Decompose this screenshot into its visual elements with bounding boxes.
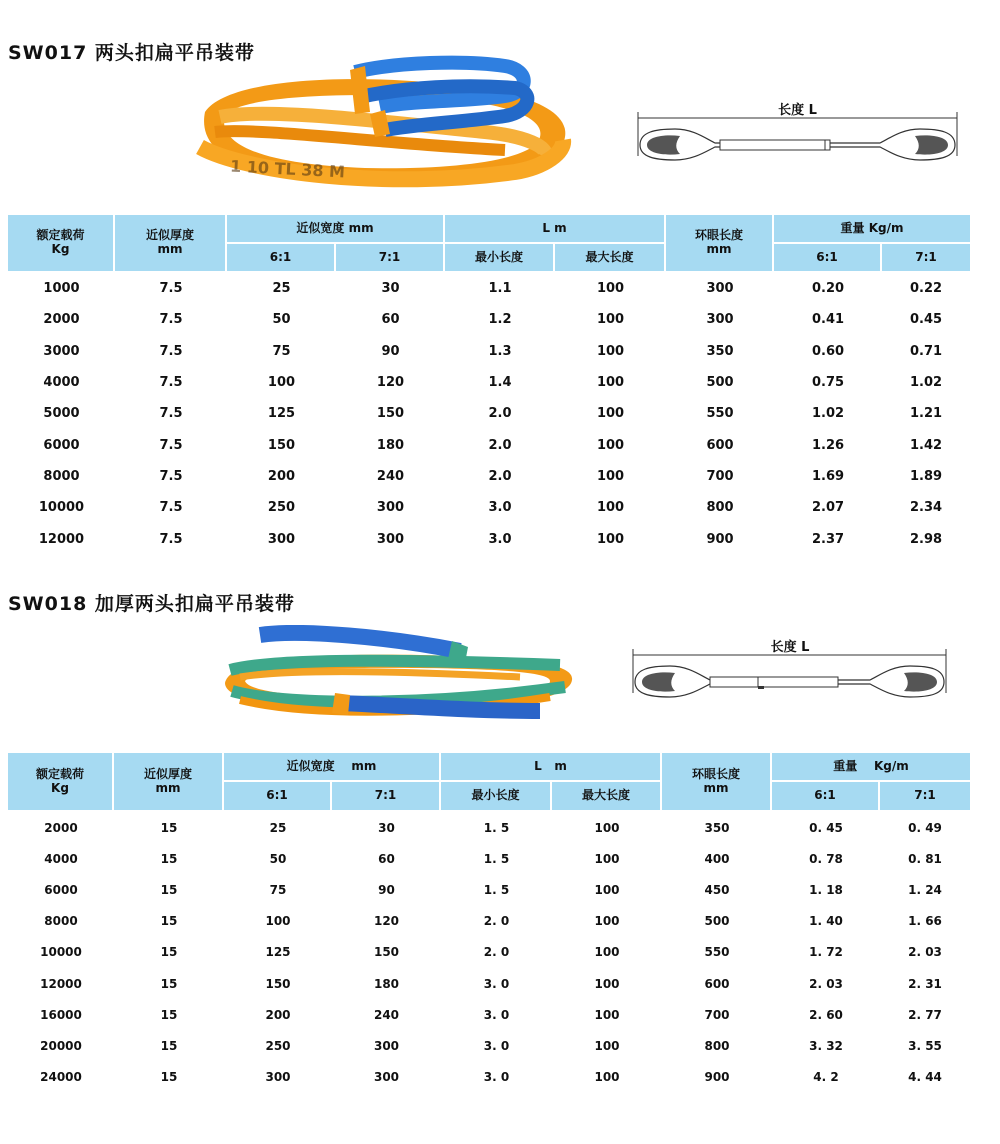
cell-width-6-1: 200 xyxy=(265,1007,291,1022)
cell-max-length: 100 xyxy=(594,1070,620,1085)
cell-loop-length: 900 xyxy=(704,1070,730,1085)
header-ratio-7-1: 7:1 xyxy=(336,244,445,273)
cell-width-7-1: 300 xyxy=(376,531,405,547)
cell-min-length: 1.3 xyxy=(488,343,512,359)
cell-load: 8000 xyxy=(43,468,80,484)
cell-width-6-1: 50 xyxy=(269,851,287,866)
cell-weight-6-1: 1. 18 xyxy=(809,882,843,897)
cell-weight-6-1: 1.69 xyxy=(811,468,845,484)
table-row xyxy=(8,429,970,460)
product-section-sw018 xyxy=(0,575,1000,1144)
cell-min-length: 1. 5 xyxy=(483,820,510,835)
header-min-length: 最小长度 xyxy=(445,244,555,273)
cell-width-7-1: 150 xyxy=(376,406,405,422)
table-row xyxy=(8,999,970,1030)
cell-max-length: 100 xyxy=(596,531,625,547)
cell-min-length: 3. 0 xyxy=(483,1038,510,1053)
cell-thickness: 7.5 xyxy=(159,312,183,328)
cell-width-6-1: 250 xyxy=(267,500,296,516)
cell-weight-6-1: 0. 45 xyxy=(809,820,843,835)
table-row xyxy=(8,1030,970,1061)
cell-load: 2000 xyxy=(44,820,78,835)
cell-thickness: 15 xyxy=(160,976,178,991)
cell-weight-7-1: 2. 03 xyxy=(908,945,942,960)
cell-width-6-1: 100 xyxy=(265,914,291,929)
cell-min-length: 2. 0 xyxy=(483,945,510,960)
cell-weight-6-1: 0.60 xyxy=(811,343,845,359)
cell-weight-7-1: 1.42 xyxy=(909,437,943,453)
cell-min-length: 2. 0 xyxy=(483,914,510,929)
cell-max-length: 100 xyxy=(594,914,620,929)
header-length: L m xyxy=(445,215,666,244)
cell-width-6-1: 50 xyxy=(272,312,291,328)
cell-weight-6-1: 0.20 xyxy=(811,281,845,297)
cell-load: 5000 xyxy=(43,406,80,422)
sling-print: 1 10 TL 38 M xyxy=(229,156,346,182)
cell-weight-7-1: 0.71 xyxy=(909,343,943,359)
cell-weight-6-1: 1. 40 xyxy=(809,914,843,929)
cell-width-7-1: 180 xyxy=(373,976,400,991)
cell-weight-7-1: 1.21 xyxy=(909,406,943,422)
cell-thickness: 15 xyxy=(160,945,178,960)
cell-weight-7-1: 1. 24 xyxy=(908,882,942,897)
cell-width-6-1: 125 xyxy=(267,406,296,422)
cell-load: 6000 xyxy=(43,437,80,453)
cell-max-length: 100 xyxy=(596,468,625,484)
cell-loop-length: 500 xyxy=(706,375,734,391)
cell-thickness: 7.5 xyxy=(159,500,183,516)
header-weight-6-1: 6:1 xyxy=(772,782,880,812)
cell-thickness: 15 xyxy=(160,914,178,929)
cell-thickness: 15 xyxy=(160,1038,178,1053)
cell-loop-length: 400 xyxy=(704,851,730,866)
table-row xyxy=(8,906,970,937)
table-row xyxy=(8,492,970,523)
header-ratio-7-1: 7:1 xyxy=(332,782,441,812)
cell-load: 6000 xyxy=(44,882,78,897)
cell-max-length: 100 xyxy=(596,375,625,391)
header-width: 近似宽度 mm xyxy=(227,215,445,244)
cell-weight-7-1: 4. 44 xyxy=(908,1070,942,1085)
cell-width-6-1: 100 xyxy=(267,375,296,391)
cell-max-length: 100 xyxy=(596,281,625,297)
cell-width-7-1: 300 xyxy=(373,1070,400,1085)
sling-photo xyxy=(185,52,575,192)
cell-max-length: 100 xyxy=(594,851,620,866)
cell-min-length: 3.0 xyxy=(488,500,512,516)
cell-loop-length: 700 xyxy=(704,1007,730,1022)
cell-width-6-1: 150 xyxy=(265,976,291,991)
cell-weight-6-1: 0.75 xyxy=(811,375,845,391)
cell-weight-6-1: 4. 2 xyxy=(813,1070,839,1085)
header-weight-7-1: 7:1 xyxy=(880,782,970,812)
cell-width-7-1: 60 xyxy=(378,851,395,866)
diagram-length-label: 长度 L xyxy=(778,103,817,118)
header-max-length: 最大长度 xyxy=(552,782,662,812)
cell-loop-length: 600 xyxy=(706,437,734,453)
table-row xyxy=(8,874,970,905)
cell-weight-6-1: 0.41 xyxy=(811,312,845,328)
cell-weight-7-1: 1. 66 xyxy=(908,914,942,929)
table-row xyxy=(8,273,970,304)
cell-min-length: 3. 0 xyxy=(483,1070,510,1085)
cell-max-length: 100 xyxy=(594,820,620,835)
cell-load: 12000 xyxy=(40,976,82,991)
table-row xyxy=(8,461,970,492)
cell-width-7-1: 300 xyxy=(376,500,405,516)
cell-width-7-1: 150 xyxy=(373,945,400,960)
table-row xyxy=(8,843,970,874)
cell-min-length: 2.0 xyxy=(488,437,512,453)
cell-weight-7-1: 1.89 xyxy=(909,468,943,484)
cell-min-length: 3. 0 xyxy=(483,976,510,991)
sling-outline-diagram xyxy=(635,96,960,166)
header-weight-6-1: 6:1 xyxy=(774,244,882,273)
cell-weight-7-1: 0.22 xyxy=(909,281,943,297)
table-row xyxy=(8,398,970,429)
cell-loop-length: 800 xyxy=(706,500,734,516)
cell-width-7-1: 30 xyxy=(381,281,400,297)
cell-width-6-1: 75 xyxy=(272,343,291,359)
cell-width-7-1: 240 xyxy=(376,468,405,484)
table-row xyxy=(8,336,970,367)
cell-max-length: 100 xyxy=(594,882,620,897)
cell-min-length: 3. 0 xyxy=(483,1007,510,1022)
cell-thickness: 15 xyxy=(160,1007,178,1022)
cell-loop-length: 450 xyxy=(704,882,730,897)
spec-table-sw017 xyxy=(8,215,970,555)
sling-outline-diagram xyxy=(630,633,950,703)
cell-loop-length: 800 xyxy=(704,1038,730,1053)
cell-width-7-1: 120 xyxy=(373,914,400,929)
cell-max-length: 100 xyxy=(596,437,625,453)
header-thickness: 近似厚度 mm xyxy=(115,215,227,273)
cell-min-length: 1. 5 xyxy=(483,851,510,866)
cell-loop-length: 600 xyxy=(704,976,730,991)
cell-width-6-1: 75 xyxy=(269,882,287,897)
header-thickness: 近似厚度 mm xyxy=(114,753,224,812)
cell-width-7-1: 300 xyxy=(373,1038,400,1053)
cell-min-length: 2.0 xyxy=(488,468,512,484)
cell-min-length: 1.1 xyxy=(488,281,512,297)
cell-weight-7-1: 0.45 xyxy=(909,312,943,328)
table-row xyxy=(8,968,970,999)
cell-min-length: 1.2 xyxy=(488,312,512,328)
header-weight: 重量 Kg/m xyxy=(772,753,970,782)
cell-load: 4000 xyxy=(44,851,78,866)
cell-width-7-1: 180 xyxy=(376,437,405,453)
cell-width-7-1: 30 xyxy=(378,820,395,835)
cell-weight-7-1: 1.02 xyxy=(909,375,943,391)
cell-thickness: 7.5 xyxy=(159,375,183,391)
cell-load: 4000 xyxy=(43,375,80,391)
cell-loop-length: 550 xyxy=(706,406,734,422)
cell-loop-length: 900 xyxy=(706,531,734,547)
cell-thickness: 15 xyxy=(160,851,178,866)
cell-width-7-1: 240 xyxy=(373,1007,400,1022)
header-load: 额定载荷 Kg xyxy=(8,215,115,273)
cell-thickness: 7.5 xyxy=(159,468,183,484)
length-diagram xyxy=(630,633,950,703)
cell-width-6-1: 150 xyxy=(267,437,296,453)
cell-weight-6-1: 2. 03 xyxy=(809,976,843,991)
cell-max-length: 100 xyxy=(596,343,625,359)
cell-width-6-1: 25 xyxy=(272,281,291,297)
cell-thickness: 7.5 xyxy=(159,406,183,422)
header-ratio-6-1: 6:1 xyxy=(227,244,336,273)
cell-width-6-1: 300 xyxy=(267,531,296,547)
header-loop: 环眼长度 mm xyxy=(662,753,772,812)
cell-loop-length: 300 xyxy=(706,312,734,328)
cell-load: 1000 xyxy=(43,281,80,297)
table-row xyxy=(8,523,970,554)
spec-table-sw018 xyxy=(8,753,970,1093)
header-max-length: 最大长度 xyxy=(555,244,666,273)
cell-width-6-1: 25 xyxy=(269,820,287,835)
cell-thickness: 7.5 xyxy=(159,531,183,547)
cell-load: 16000 xyxy=(40,1007,82,1022)
cell-loop-length: 350 xyxy=(706,343,734,359)
header-length: L m xyxy=(441,753,662,782)
cell-weight-6-1: 2.37 xyxy=(811,531,845,547)
cell-loop-length: 350 xyxy=(704,820,730,835)
cell-thickness: 15 xyxy=(160,882,178,897)
header-weight: 重量 Kg/m xyxy=(774,215,970,244)
table-body xyxy=(8,273,970,555)
cell-width-6-1: 250 xyxy=(265,1038,291,1053)
header-weight-7-1: 7:1 xyxy=(882,244,970,273)
cell-weight-7-1: 3. 55 xyxy=(908,1038,942,1053)
cell-min-length: 3.0 xyxy=(488,531,512,547)
cell-thickness: 7.5 xyxy=(159,281,183,297)
cell-weight-7-1: 2. 31 xyxy=(908,976,942,991)
cell-loop-length: 500 xyxy=(704,914,730,929)
cell-load: 10000 xyxy=(38,500,85,516)
header-loop: 环眼长度 mm xyxy=(666,215,774,273)
cell-width-7-1: 90 xyxy=(381,343,400,359)
cell-load: 20000 xyxy=(40,1038,82,1053)
cell-weight-7-1: 0. 49 xyxy=(908,820,942,835)
cell-loop-length: 300 xyxy=(706,281,734,297)
cell-width-6-1: 200 xyxy=(267,468,296,484)
cell-min-length: 1. 5 xyxy=(483,882,510,897)
cell-thickness: 7.5 xyxy=(159,437,183,453)
cell-weight-7-1: 2.98 xyxy=(909,531,943,547)
cell-load: 12000 xyxy=(38,531,85,547)
cell-weight-7-1: 2.34 xyxy=(909,500,943,516)
cell-load: 24000 xyxy=(40,1070,82,1085)
header-ratio-6-1: 6:1 xyxy=(224,782,332,812)
cell-loop-length: 700 xyxy=(706,468,734,484)
header-min-length: 最小长度 xyxy=(441,782,552,812)
cell-load: 8000 xyxy=(44,914,78,929)
cell-weight-6-1: 2. 60 xyxy=(809,1007,843,1022)
cell-thickness: 7.5 xyxy=(159,343,183,359)
cell-weight-6-1: 1. 72 xyxy=(809,945,843,960)
sling-photo xyxy=(220,625,580,730)
table-row xyxy=(8,304,970,335)
section-title: SW017 两头扣扁平吊装带 xyxy=(8,42,255,64)
cell-min-length: 2.0 xyxy=(488,406,512,422)
cell-weight-6-1: 2.07 xyxy=(811,500,845,516)
cell-load: 2000 xyxy=(43,312,80,328)
cell-width-7-1: 90 xyxy=(378,882,395,897)
cell-width-6-1: 125 xyxy=(265,945,291,960)
header-width: 近似宽度 mm xyxy=(224,753,441,782)
cell-max-length: 100 xyxy=(596,500,625,516)
cell-thickness: 15 xyxy=(160,1070,178,1085)
cell-width-7-1: 60 xyxy=(381,312,400,328)
cell-max-length: 100 xyxy=(594,1038,620,1053)
length-diagram xyxy=(635,96,960,166)
cell-weight-6-1: 1.26 xyxy=(811,437,845,453)
table-row xyxy=(8,367,970,398)
cell-min-length: 1.4 xyxy=(488,375,512,391)
cell-loop-length: 550 xyxy=(704,945,730,960)
cell-load: 10000 xyxy=(40,945,82,960)
table-row xyxy=(8,937,970,968)
table-body xyxy=(8,812,970,1093)
cell-thickness: 15 xyxy=(160,820,178,835)
cell-max-length: 100 xyxy=(596,406,625,422)
table-row xyxy=(8,812,970,843)
cell-max-length: 100 xyxy=(596,312,625,328)
table-row xyxy=(8,1062,970,1093)
cell-width-7-1: 120 xyxy=(376,375,405,391)
cell-weight-7-1: 2. 77 xyxy=(908,1007,942,1022)
product-section-sw017 xyxy=(0,0,1000,570)
header-load: 额定载荷 Kg xyxy=(8,753,114,812)
cell-weight-6-1: 3. 32 xyxy=(809,1038,843,1053)
cell-weight-6-1: 0. 78 xyxy=(809,851,843,866)
cell-max-length: 100 xyxy=(594,1007,620,1022)
cell-max-length: 100 xyxy=(594,945,620,960)
diagram-length-label: 长度 L xyxy=(770,640,810,655)
cell-max-length: 100 xyxy=(594,976,620,991)
cell-weight-7-1: 0. 81 xyxy=(908,851,942,866)
section-title: SW018 加厚两头扣扁平吊装带 xyxy=(8,593,295,615)
cell-load: 3000 xyxy=(43,343,80,359)
cell-width-6-1: 300 xyxy=(265,1070,291,1085)
cell-weight-6-1: 1.02 xyxy=(811,406,845,422)
